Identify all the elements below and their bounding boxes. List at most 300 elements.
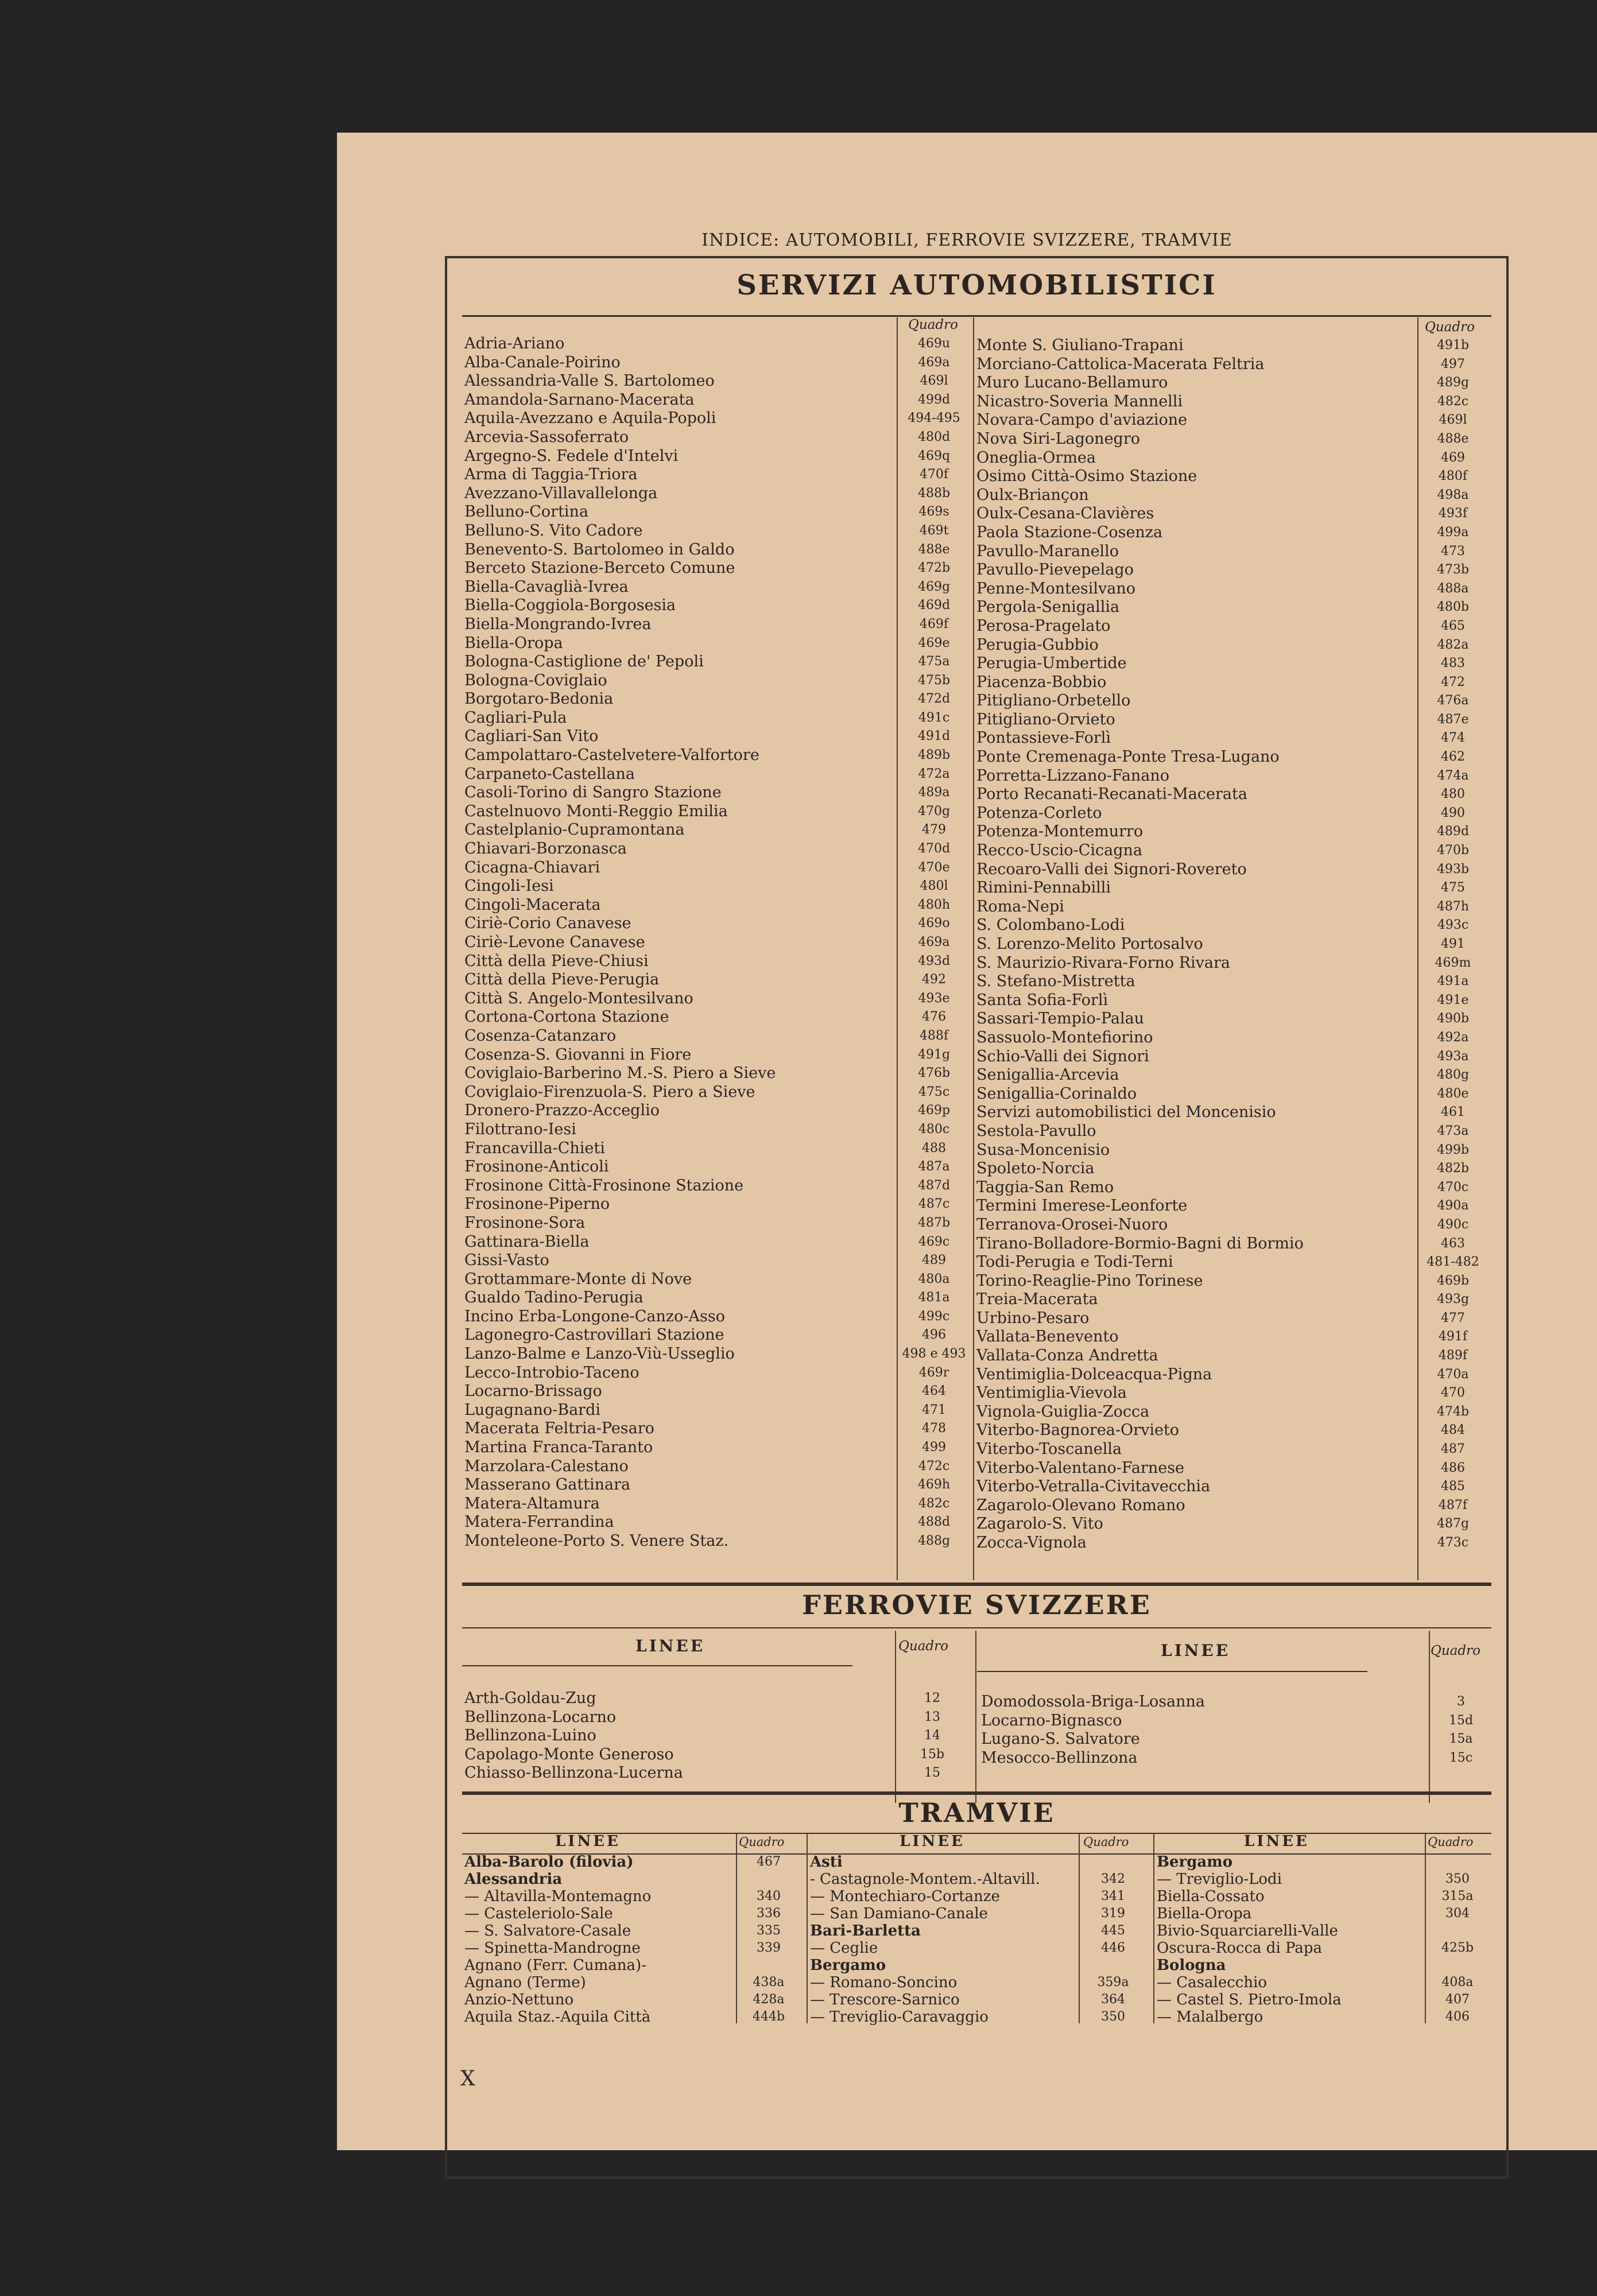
running-title: INDICE: AUTOMOBILI, FERROVIE SVIZZERE, TRAMVIE: [701, 230, 1232, 250]
page-folio: X: [460, 2067, 475, 2091]
entry-quadro: 487: [1441, 1442, 1465, 1457]
entry-quadro: 475: [1441, 881, 1465, 895]
tramvie-col-3: [1154, 1853, 1493, 2026]
index-entry: [462, 634, 973, 653]
index-entry: [974, 393, 1491, 412]
entry-route: Ponte Cremenaga-Ponte Tresa-Lugano: [976, 748, 1280, 766]
entry-route: Frosinone Città-Frosinone Stazione: [464, 1176, 744, 1194]
index-entry: [462, 690, 973, 709]
entry-route: Roma-Nepi: [976, 897, 1064, 916]
index-entry: [462, 541, 973, 560]
entry-quadro: 487a: [918, 1159, 950, 1174]
index-entry: [462, 1888, 805, 1905]
entry-quadro: 472b: [917, 561, 951, 576]
index-entry: [462, 914, 973, 933]
automobili-left-list: [462, 335, 973, 1551]
entry-route: — Casalecchio: [1157, 1974, 1267, 1991]
index-entry: [462, 1853, 805, 1871]
entry-quadro: 473c: [1437, 1535, 1469, 1550]
ferrovie-header-rule-l: [462, 1665, 852, 1666]
entry-route: Ventimiglia-Vievola: [976, 1384, 1127, 1402]
index-entry: [974, 523, 1491, 542]
entry-quadro: 488a: [1437, 581, 1469, 596]
entry-route: — Ceglie: [810, 1940, 878, 1957]
index-entry: [979, 1730, 1495, 1749]
entry-route: Bergamo: [810, 1957, 886, 1974]
index-entry: [974, 1403, 1491, 1422]
index-entry: [974, 355, 1491, 374]
index-entry: [462, 335, 973, 354]
index-entry: [462, 1401, 973, 1420]
entry-quadro: 461: [1441, 1105, 1465, 1120]
entry-route: — Treviglio-Caravaggio: [810, 2008, 989, 2026]
entry-route: Alba-Canale-Poirino: [464, 353, 621, 371]
entry-quadro: 499a: [1437, 525, 1469, 540]
entry-route: Vignola-Guiglia-Zocca: [976, 1402, 1150, 1421]
index-entry: [462, 1905, 805, 1922]
index-entry: [462, 1438, 973, 1457]
entry-quadro: 491b: [1436, 338, 1470, 352]
entry-quadro: 488g: [917, 1534, 951, 1548]
entry-quadro: 493c: [1437, 918, 1469, 933]
entry-route: Bellinzona-Locarno: [464, 1708, 617, 1726]
entry-quadro: 364: [1101, 1992, 1125, 2007]
entry-quadro: 470e: [918, 860, 950, 875]
entry-route: Ventimiglia-Dolceacqua-Pigna: [976, 1365, 1212, 1383]
title-rule: [462, 315, 1491, 317]
index-entry: [974, 1421, 1491, 1440]
index-entry: [462, 1046, 973, 1065]
index-entry: [979, 1712, 1495, 1731]
entry-route: Coviglaio-Barberino M.-S. Piero a Sieve: [464, 1064, 776, 1083]
index-entry: [974, 542, 1491, 561]
index-entry: [462, 1251, 973, 1270]
entry-quadro: 480g: [1436, 1068, 1470, 1083]
index-entry: [462, 615, 973, 634]
entry-route: - Castagnole-Montem.-Altavill.: [810, 1871, 1040, 1888]
entry-quadro: 472d: [917, 692, 951, 707]
entry-route: Monte S. Giuliano-Trapani: [976, 336, 1184, 354]
index-entry: [974, 841, 1491, 860]
index-entry: [808, 1922, 1151, 1940]
index-entry: [462, 1139, 973, 1158]
entry-quadro: 14: [924, 1728, 940, 1743]
entry-route: Susa-Moncenisio: [976, 1141, 1110, 1159]
index-entry: [974, 374, 1491, 393]
entry-quadro: 493a: [1437, 1049, 1469, 1064]
entry-route: Capolago-Monte Generoso: [464, 1745, 674, 1763]
entry-route: Pavullo-Maranello: [976, 542, 1119, 560]
entry-route: Frosinone-Anticoli: [464, 1158, 609, 1176]
entry-quadro: 476: [922, 1010, 946, 1025]
entry-route: Lanzo-Balme e Lanzo-Viù-Usseglio: [464, 1345, 735, 1363]
entry-route: Asti: [810, 1853, 843, 1871]
index-entry: [974, 1384, 1491, 1403]
entry-route: Perosa-Pragelato: [976, 616, 1111, 635]
entry-quadro: 488: [922, 1141, 946, 1155]
index-entry: [974, 1253, 1491, 1272]
index-entry: [1154, 1871, 1493, 1888]
entry-route: Cagliari-Pula: [464, 708, 567, 727]
entry-route: Frosinone-Sora: [464, 1213, 586, 1232]
index-entry: [974, 617, 1491, 636]
entry-route: Terranova-Orosei-Nuoro: [976, 1215, 1168, 1234]
index-entry: [974, 1440, 1491, 1459]
entry-quadro: 407: [1445, 1992, 1470, 2007]
index-entry: [808, 1991, 1151, 2008]
entry-route: Ciriè-Corio Canavese: [464, 914, 631, 933]
index-entry: [462, 1120, 973, 1139]
entry-quadro: 493g: [1436, 1292, 1470, 1307]
entry-quadro: 480: [1441, 787, 1465, 802]
entry-quadro: 469o: [918, 916, 950, 931]
entry-route: — Castel S. Pietro-Imola: [1157, 1991, 1342, 2008]
entry-quadro: 496: [922, 1328, 946, 1343]
entry-route: Anzio-Nettuno: [464, 1991, 574, 2008]
entry-route: Cingoli-Iesi: [464, 877, 554, 895]
index-entry: [462, 709, 973, 728]
entry-quadro: 480a: [918, 1271, 950, 1286]
entry-quadro: 480e: [1437, 1086, 1469, 1101]
entry-route: — Montechiaro-Cortanze: [810, 1888, 1000, 1905]
entry-route: Lagonegro-Castrovillari Stazione: [464, 1326, 724, 1344]
entry-route: Oneglia-Ormea: [976, 448, 1096, 467]
entry-route: Zocca-Vignola: [976, 1534, 1087, 1552]
entry-quadro: 428a: [753, 1992, 785, 2007]
entry-route: — Trescore-Sarnico: [810, 1991, 960, 2008]
entry-quadro: 482b: [1436, 1161, 1470, 1176]
entry-quadro: 446: [1101, 1941, 1125, 1955]
entry-quadro: 462: [1441, 750, 1465, 765]
entry-quadro: 469: [1441, 450, 1465, 465]
index-entry: [462, 1008, 973, 1027]
entry-quadro: 467: [757, 1855, 781, 1869]
entry-route: Torino-Reaglie-Pino Torinese: [976, 1271, 1203, 1290]
index-entry: [462, 765, 973, 784]
entry-route: Agnano (Terme): [464, 1974, 586, 1991]
entry-quadro: 487g: [1436, 1517, 1470, 1531]
entry-quadro: 484: [1441, 1423, 1465, 1438]
entry-route: Lugano-S. Salvatore: [981, 1730, 1140, 1748]
ferrovie-top-rule: [462, 1627, 1491, 1628]
entry-route: Arcevia-Sassoferrato: [464, 428, 629, 446]
index-entry: [462, 1345, 973, 1364]
entry-quadro: 489b: [917, 748, 951, 763]
entry-quadro: 487b: [917, 1215, 951, 1230]
entry-route: S. Maurizio-Rivara-Forno Rivara: [976, 953, 1231, 972]
tramvie-col-1: [462, 1853, 805, 2026]
entry-route: Bologna-Castiglione de' Pepoli: [464, 653, 704, 671]
entry-route: Biella-Oropa: [1157, 1905, 1252, 1922]
entry-quadro: 481-482: [1427, 1255, 1479, 1270]
index-entry: [462, 1308, 973, 1327]
index-entry: [974, 898, 1491, 917]
tramvie-quadro-header-2: Quadro: [1083, 1835, 1129, 1849]
index-entry: [974, 1235, 1491, 1254]
entry-quadro: 438a: [753, 1975, 785, 1989]
entry-quadro: 483: [1441, 656, 1465, 671]
entry-quadro: 12: [924, 1691, 940, 1705]
entry-route: Schio-Valli dei Signori: [976, 1047, 1149, 1065]
index-entry: [462, 1457, 973, 1476]
entry-route: Muro Lucano-Bellamuro: [976, 374, 1168, 392]
entry-quadro: 469d: [917, 598, 951, 613]
entry-route: Bergamo: [1157, 1853, 1233, 1871]
entry-route: Borgotaro-Bedonia: [464, 690, 614, 708]
entry-route: Alessandria: [464, 1871, 563, 1888]
entry-quadro: 471: [922, 1402, 946, 1417]
entry-route: Tirano-Bolladore-Bormio-Bagni di Bormio: [976, 1234, 1304, 1252]
index-entry: [974, 336, 1491, 355]
book-page: [337, 133, 1597, 2150]
index-entry: [462, 727, 973, 746]
entry-quadro: 475c: [918, 1084, 950, 1099]
index-entry: [974, 1366, 1491, 1384]
entry-route: Coviglaio-Firenzuola-S. Piero a Sieve: [464, 1083, 755, 1101]
index-entry: [462, 428, 973, 447]
entry-route: Martina Franca-Taranto: [464, 1438, 653, 1457]
index-entry: [1154, 1991, 1493, 2008]
entry-route: Belluno-S. Vito Cadore: [464, 521, 643, 540]
index-entry: [462, 1083, 973, 1102]
entry-route: Viterbo-Bagnorea-Orvieto: [976, 1421, 1180, 1440]
entry-route: Rimini-Pennabilli: [976, 879, 1111, 897]
index-entry: [974, 1197, 1491, 1216]
index-entry: [462, 1214, 973, 1233]
entry-route: Argegno-S. Fedele d'Intelvi: [464, 447, 679, 465]
entry-route: — Malalbergo: [1157, 2008, 1263, 2026]
entry-route: Arma di Taggia-Triora: [464, 466, 638, 484]
entry-route: Pitigliano-Orbetello: [976, 692, 1131, 710]
index-entry: [974, 860, 1491, 879]
index-entry: [462, 1922, 805, 1940]
entry-quadro: 493f: [1438, 506, 1468, 521]
entry-route: Locarno-Bignasco: [981, 1711, 1122, 1729]
entry-quadro: 499c: [918, 1309, 950, 1324]
index-entry: [462, 840, 973, 859]
entry-route: Avezzano-Villavallelonga: [464, 484, 658, 502]
entry-quadro: 336: [757, 1906, 781, 1921]
index-entry: [974, 1459, 1491, 1478]
entry-quadro: 469l: [920, 374, 948, 389]
index-entry: [974, 1178, 1491, 1197]
index-entry: [462, 1727, 973, 1746]
entry-quadro: 473: [1441, 544, 1465, 559]
tramvie-linee-header-1: LINEE: [555, 1833, 621, 1850]
index-entry: [462, 596, 973, 615]
index-entry: [974, 636, 1491, 655]
entry-route: Città della Pieve-Perugia: [464, 971, 660, 989]
index-entry: [1154, 2008, 1493, 2026]
entry-route: Biella-Cossato: [1157, 1888, 1265, 1905]
entry-route: Biella-Coggiola-Borgosesia: [464, 596, 676, 615]
entry-quadro: 488e: [1437, 431, 1469, 446]
entry-quadro: 470b: [1436, 843, 1470, 858]
entry-route: Perugia-Umbertide: [976, 654, 1127, 673]
entry-route: Carpaneto-Castellana: [464, 765, 635, 783]
entry-route: Biella-Mongrando-Ivrea: [464, 615, 652, 633]
index-entry: [808, 1957, 1151, 1974]
index-entry: [974, 598, 1491, 617]
ferrovie-linee-header-right: LINEE: [1161, 1641, 1231, 1660]
index-entry: [974, 1048, 1491, 1066]
entry-quadro: 473a: [1437, 1123, 1469, 1138]
entry-route: Sassuolo-Montefiorino: [976, 1028, 1153, 1046]
entry-quadro: 498 e 493: [902, 1347, 966, 1362]
entry-route: Taggia-San Remo: [976, 1178, 1114, 1196]
entry-quadro: 469r: [918, 1365, 949, 1380]
entry-route: Castelnuovo Monti-Reggio Emilia: [464, 802, 728, 820]
index-entry: [462, 1871, 805, 1888]
index-entry: [462, 1102, 973, 1120]
entry-quadro: 492a: [1437, 1030, 1469, 1045]
entry-route: S. Lorenzo-Melito Portosalvo: [976, 935, 1203, 953]
entry-route: Osimo Città-Osimo Stazione: [976, 467, 1197, 486]
entry-quadro: 15a: [1449, 1732, 1473, 1747]
index-entry: [462, 1991, 805, 2008]
entry-route: Recoaro-Valli dei Signori-Rovereto: [976, 860, 1247, 878]
entry-route: Marzolara-Calestano: [464, 1457, 629, 1475]
index-entry: [462, 821, 973, 840]
index-entry: [462, 802, 973, 821]
entry-quadro: 470c: [1437, 1180, 1469, 1194]
index-entry: [462, 354, 973, 373]
entry-route: S. Colombano-Lodi: [976, 916, 1125, 934]
entry-route: Chiavari-Borzonasca: [464, 840, 627, 858]
index-entry: [974, 954, 1491, 973]
index-entry: [462, 859, 973, 878]
entry-route: Ciriè-Levone Canavese: [464, 933, 645, 951]
entry-quadro: 469l: [1439, 413, 1467, 428]
index-entry: [974, 1477, 1491, 1496]
index-entry: [1154, 1957, 1493, 1974]
entry-route: Lecco-Introbio-Taceno: [464, 1363, 639, 1382]
index-entry: [462, 1532, 973, 1551]
index-entry: [462, 746, 973, 765]
entry-quadro: 470d: [917, 841, 951, 856]
entry-route: Belluno-Cortina: [464, 503, 589, 521]
entry-quadro: 489g: [1436, 375, 1470, 390]
entry-route: Nova Siri-Lagonegro: [976, 429, 1140, 448]
entry-quadro: 480h: [917, 897, 951, 912]
entry-quadro: 489d: [1436, 824, 1470, 839]
index-entry: [974, 1328, 1491, 1347]
index-entry: [462, 971, 973, 990]
entry-quadro: 15: [924, 1766, 940, 1781]
index-entry: [974, 1010, 1491, 1029]
index-entry: [974, 1347, 1491, 1366]
entry-route: Urbino-Pesaro: [976, 1309, 1090, 1327]
index-entry: [462, 896, 973, 915]
entry-quadro: 491e: [1437, 992, 1469, 1007]
index-entry: [974, 1103, 1491, 1122]
entry-quadro: 480f: [1438, 469, 1468, 484]
entry-quadro: 497: [1441, 356, 1465, 371]
index-entry: [974, 1085, 1491, 1104]
index-entry: [1154, 1853, 1493, 1871]
index-entry: [808, 1871, 1151, 1888]
entry-route: Gattinara-Biella: [464, 1232, 590, 1251]
index-entry: [1154, 1888, 1493, 1905]
entry-route: Perugia-Gubbio: [976, 635, 1099, 654]
entry-route: Senigallia-Arcevia: [976, 1066, 1119, 1084]
entry-route: Cortona-Cortona Stazione: [464, 1008, 669, 1026]
entry-route: Vallata-Benevento: [976, 1328, 1119, 1346]
entry-quadro: 472c: [918, 1459, 950, 1473]
index-entry: [462, 933, 973, 952]
entry-quadro: 493d: [917, 953, 951, 968]
entry-route: Bologna: [1157, 1957, 1226, 1974]
entry-route: Alba-Barolo (filovia): [464, 1853, 634, 1871]
entry-quadro: 350: [1445, 1872, 1470, 1886]
entry-quadro: 469g: [917, 579, 951, 594]
entry-quadro: 485: [1441, 1479, 1465, 1494]
automobili-right-list: [974, 336, 1491, 1553]
index-entry: [462, 952, 973, 971]
entry-route: Recco-Uscio-Cicagna: [976, 841, 1142, 860]
index-entry: [462, 877, 973, 896]
index-entry: [462, 1064, 973, 1083]
entry-route: Sassari-Tempio-Palau: [976, 1010, 1145, 1028]
entry-quadro: 499d: [917, 392, 951, 407]
entry-quadro: 469e: [918, 635, 950, 650]
index-entry: [462, 990, 973, 1009]
ferrovie-end-rule: [462, 1791, 1491, 1795]
index-entry: [462, 1382, 973, 1401]
entry-route: Todi-Perugia e Todi-Terni: [976, 1253, 1173, 1271]
entry-quadro: 488f: [919, 1028, 949, 1043]
entry-route: Cosenza-S. Giovanni in Fiore: [464, 1045, 692, 1064]
entry-quadro: 498a: [1437, 487, 1469, 502]
entry-quadro: 473b: [1436, 563, 1470, 577]
entry-route: Amandola-Sarnano-Macerata: [464, 390, 695, 409]
tramvie-quadro-header-3: Quadro: [1428, 1835, 1474, 1849]
entry-quadro: 494-495: [908, 411, 960, 426]
index-entry: [979, 1749, 1495, 1768]
entry-route: Francavilla-Chieti: [464, 1139, 605, 1157]
entry-route: Vallata-Conza Andretta: [976, 1347, 1158, 1365]
entry-quadro: 472: [1441, 674, 1465, 689]
entry-route: — Treviglio-Lodi: [1157, 1871, 1282, 1888]
entry-quadro: 340: [757, 1889, 781, 1903]
ferrovie-left-list: [462, 1689, 973, 1783]
entry-quadro: 469a: [918, 355, 950, 370]
entry-route: Frosinone-Piperno: [464, 1195, 610, 1213]
index-entry: [462, 447, 973, 466]
entry-route: Oulx-Briançon: [976, 486, 1089, 504]
entry-quadro: 487d: [917, 1178, 951, 1193]
entry-quadro: 464: [922, 1384, 946, 1399]
entry-quadro: 491c: [918, 710, 950, 725]
entry-quadro: 479: [922, 823, 946, 837]
entry-quadro: 469p: [917, 1103, 951, 1118]
entry-quadro: 477: [1441, 1310, 1465, 1325]
entry-quadro: 480l: [920, 879, 948, 894]
entry-quadro: 490b: [1436, 1011, 1470, 1026]
entry-route: Spoleto-Norcia: [976, 1159, 1095, 1178]
index-entry: [974, 972, 1491, 991]
entry-route: Agnano (Ferr. Cumana)-: [464, 1957, 646, 1974]
entry-quadro: 481a: [918, 1290, 950, 1305]
index-entry: [462, 784, 973, 802]
entry-quadro: 465: [1441, 618, 1465, 633]
entry-route: Casoli-Torino di Sangro Stazione: [464, 784, 722, 802]
entry-route: Treia-Macerata: [976, 1290, 1098, 1309]
entry-quadro: 474b: [1436, 1404, 1470, 1419]
entry-quadro: 476a: [1437, 693, 1469, 708]
index-entry: [808, 2008, 1151, 2026]
entry-quadro: 315a: [1441, 1889, 1474, 1903]
